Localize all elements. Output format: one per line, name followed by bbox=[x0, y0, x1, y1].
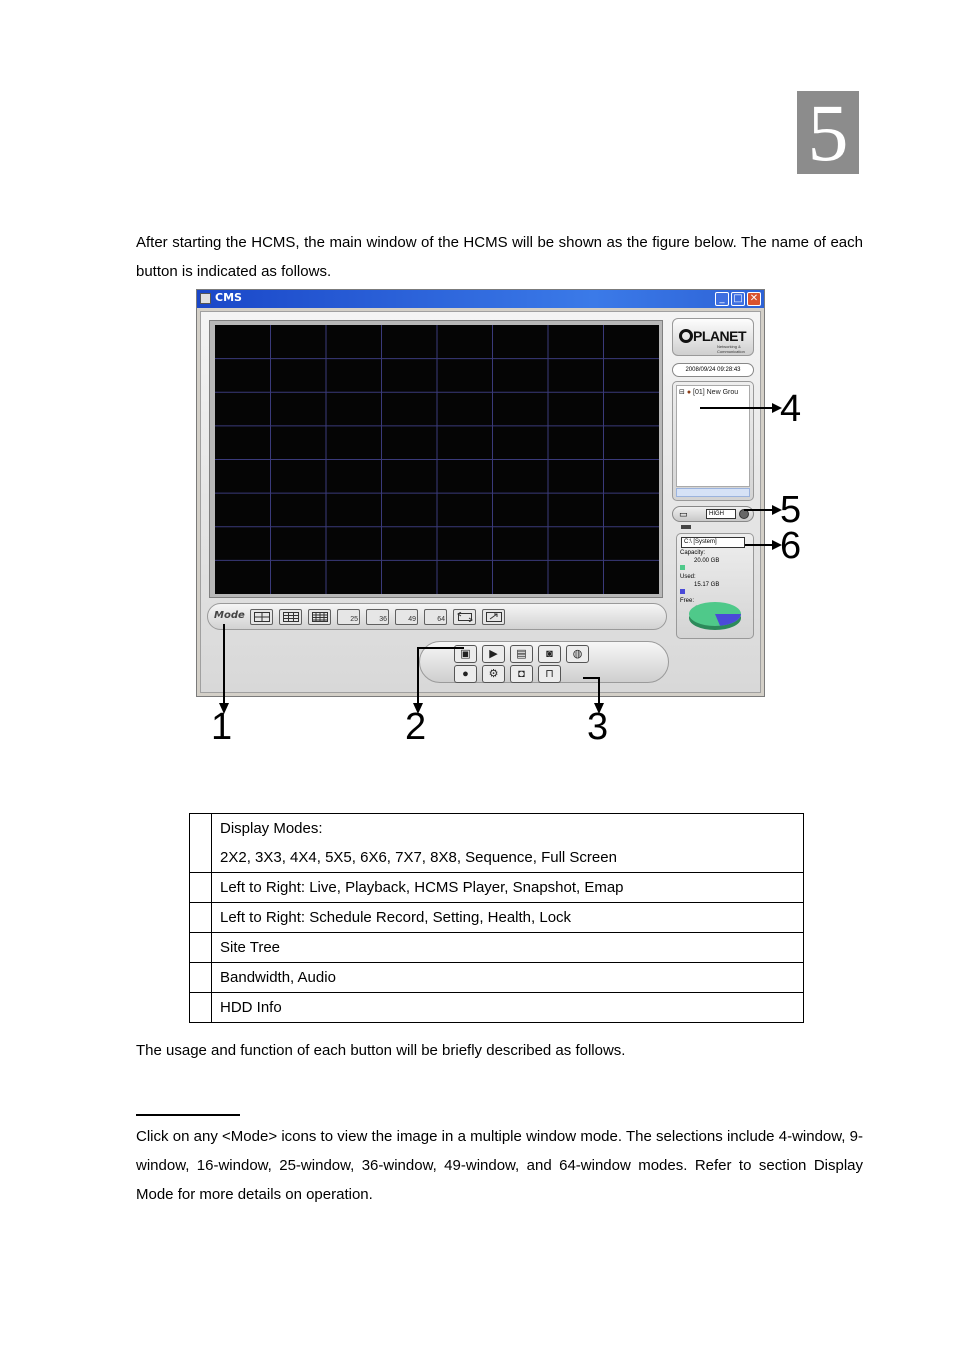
row-description: Bandwidth, Audio bbox=[212, 963, 804, 993]
table-row bbox=[190, 903, 804, 933]
row-number bbox=[190, 903, 212, 933]
callout-5: 5 bbox=[780, 489, 802, 531]
table-row bbox=[190, 993, 804, 1023]
row-number bbox=[190, 963, 212, 993]
live-icon: ▣ bbox=[460, 648, 471, 660]
datetime-display: 2008/09/24 09:28:43 bbox=[672, 363, 754, 377]
section-heading-rule bbox=[136, 1114, 240, 1116]
row-number bbox=[190, 933, 212, 963]
logo-text: PLANET bbox=[693, 328, 746, 344]
row-number bbox=[190, 873, 212, 903]
maximize-icon[interactable]: □ bbox=[731, 292, 745, 306]
callout-6: 6 bbox=[780, 525, 802, 567]
callout-4: 4 bbox=[780, 388, 802, 430]
drive-select[interactable]: C:\ [System] bbox=[681, 537, 745, 548]
row-line: Display Modes: bbox=[220, 820, 323, 837]
monitor-icon: ▭ bbox=[679, 509, 688, 519]
row-description: Left to Right: Schedule Record, Setting, Health, Lock bbox=[212, 903, 804, 933]
film-icon: ▤ bbox=[516, 648, 527, 660]
intro-paragraph: After starting the HCMS, the main window of the HCMS will be shown as the figure below. The name of each button is indicated as follows. bbox=[136, 234, 863, 280]
row-description: HDD Info bbox=[212, 993, 804, 1023]
mode-5x5-button[interactable]: 25 bbox=[337, 609, 360, 625]
row-description: Site Tree bbox=[212, 933, 804, 963]
tree-node[interactable]: ⊟ ● [01] New Grou bbox=[679, 389, 739, 396]
table-row bbox=[190, 814, 804, 873]
callout-2: 2 bbox=[405, 706, 427, 748]
used-value: 15.17 GB bbox=[694, 582, 720, 588]
mode-8x8-button[interactable]: 64 bbox=[424, 609, 447, 625]
chapter-number: 5 bbox=[797, 91, 859, 174]
window-title: CMS bbox=[215, 291, 242, 304]
callout-1: 1 bbox=[211, 706, 233, 748]
row-number bbox=[190, 993, 212, 1023]
gear-icon: ⚙ bbox=[488, 668, 499, 680]
row-description bbox=[212, 814, 804, 873]
bandwidth-select[interactable]: HIGH bbox=[706, 509, 736, 519]
mode-section-paragraph: Click on any <Mode> icons to view the image in a multiple window mode. The selections include 4-window, 9-window, 16-window, 25-window, 36-window, 49-window, and 64-window modes. Refer to section Display Mode for more details on operation. bbox=[136, 1128, 863, 1203]
minimize-icon[interactable]: _ bbox=[715, 292, 729, 306]
after-table-paragraph: The usage and function of each button will be briefly described as follows. bbox=[136, 1042, 626, 1059]
tree-node-label: [01] New Grou bbox=[693, 389, 739, 396]
health-icon: ◘ bbox=[518, 668, 525, 680]
table-row bbox=[190, 873, 804, 903]
mode-label: Mode bbox=[214, 610, 245, 621]
video-camera-icon: ● bbox=[462, 668, 469, 680]
table-row bbox=[190, 963, 804, 993]
mode-6x6-button[interactable]: 36 bbox=[366, 609, 389, 625]
lock-icon: ⊓ bbox=[545, 668, 554, 680]
row-line: 2X2, 3X3, 4X4, 5X5, 6X6, 7X7, 8X8, Sequence, Full Screen bbox=[220, 849, 617, 866]
table-row bbox=[190, 933, 804, 963]
capacity-value: 20.00 GB bbox=[694, 558, 720, 564]
play-icon: ▶ bbox=[489, 648, 498, 660]
free-label: Free: bbox=[680, 589, 752, 605]
globe-icon: ◍ bbox=[572, 648, 583, 660]
mode-7x7-button[interactable]: 49 bbox=[395, 609, 418, 625]
logo-subtext: Networking & Communication bbox=[717, 344, 745, 354]
row-number bbox=[190, 814, 212, 873]
close-icon[interactable]: ✕ bbox=[747, 292, 761, 306]
camera-icon: ◙ bbox=[546, 648, 553, 660]
group-icon: ● bbox=[686, 389, 692, 396]
used-label: Used: bbox=[680, 565, 752, 581]
capacity-label: Capacity: bbox=[680, 550, 706, 556]
row-description: Left to Right: Live, Playback, HCMS Player, Snapshot, Emap bbox=[212, 873, 804, 903]
callout-3: 3 bbox=[587, 706, 609, 748]
button-description-table bbox=[189, 813, 804, 1023]
